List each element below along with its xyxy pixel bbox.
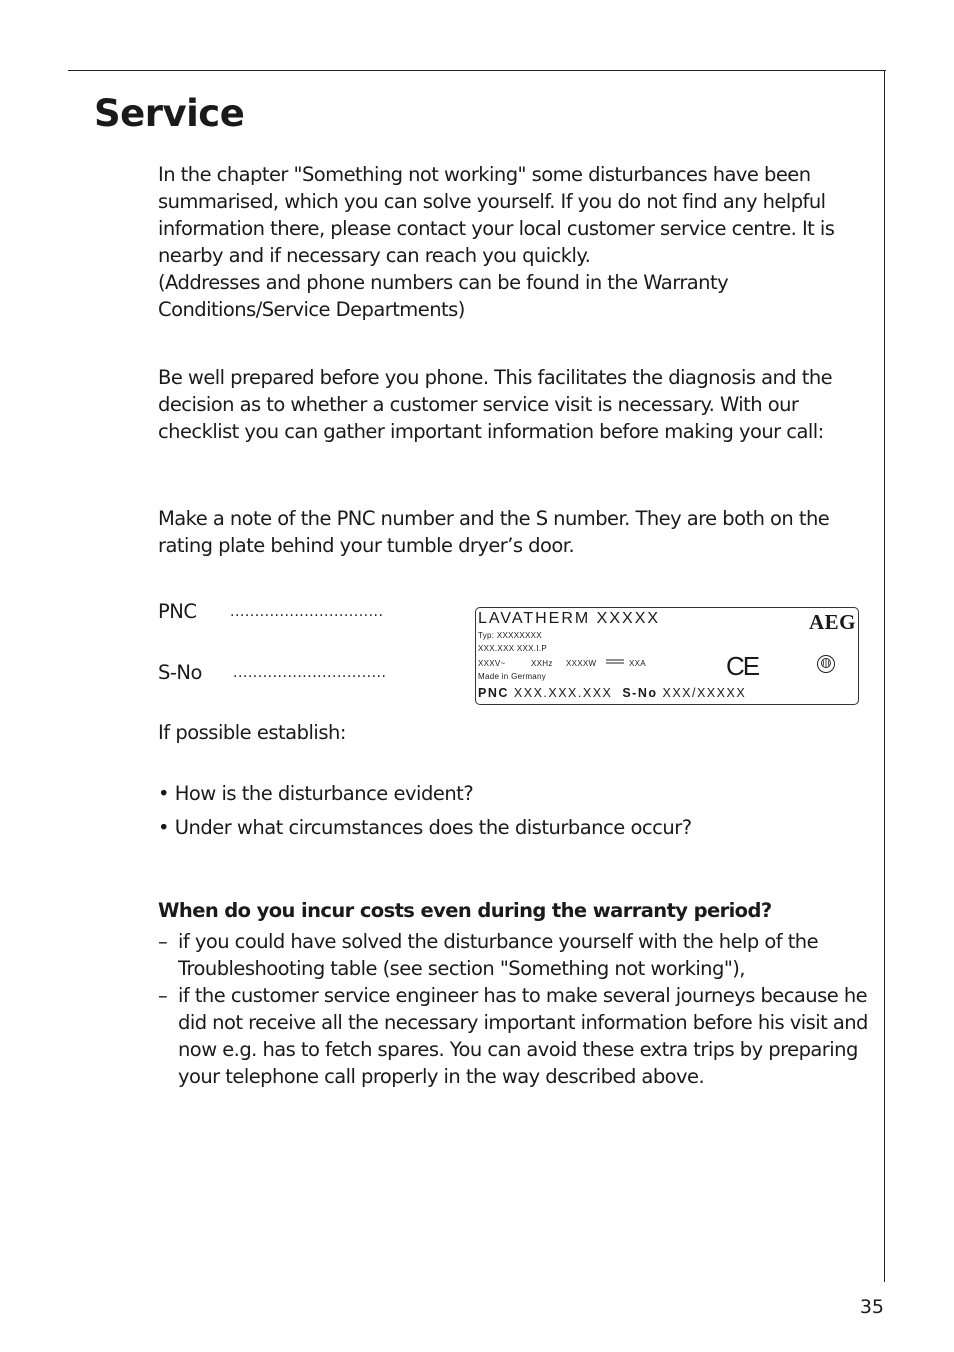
- plate-serial-line: [478, 686, 746, 700]
- plate-model: LAVATHERM XXXXX: [478, 610, 661, 627]
- bullet-item-1: • How is the disturbance evident?: [158, 782, 474, 805]
- costs-item-1: [158, 928, 868, 982]
- establish-intro: If possible establish:: [158, 721, 346, 744]
- plate-voltage: XXXV~: [478, 659, 506, 668]
- pnc-label: PNC: [158, 600, 197, 623]
- bullet-item-2: • Under what circumstances does the disturbance occur?: [158, 816, 692, 839]
- plate-pnc-label: PNC: [478, 686, 509, 700]
- plate-current: XXA: [629, 659, 646, 668]
- pnc-field: [158, 600, 384, 623]
- plate-power: XXXXW: [566, 659, 597, 668]
- sno-label: S-No: [158, 661, 202, 684]
- approval-seal-icon: [816, 654, 836, 674]
- costs-item-2-text: if the customer service engineer has to make several journeys because he did not receive all the necessary important information before his visit and now e.g. has to fetch spares. You can avoid these extra trips by preparing your telephone call properly in the way described above.: [178, 984, 868, 1088]
- top-rule: [68, 70, 886, 71]
- pnc-blank: ...............................: [230, 604, 384, 620]
- rating-plate: [475, 607, 859, 705]
- plate-sno-value: XXX/XXXXX: [662, 686, 747, 700]
- right-rule: [884, 70, 885, 1282]
- sno-field: [158, 661, 387, 684]
- page-number: 35: [859, 1296, 884, 1318]
- intro-paragraph-3: Make a note of the PNC number and the S number. They are both on the rating plate behind your tumble dryer’s door.: [158, 507, 830, 557]
- plate-made-in: Made in Germany: [478, 672, 547, 681]
- dash-marker: –: [158, 984, 168, 1007]
- costs-item-1-text: if you could have solved the disturbance yourself with the help of the Troubleshooting table (see section "Something not working"),: [178, 930, 819, 980]
- plate-pnc-value: XXX.XXX.XXX: [513, 686, 613, 700]
- costs-heading: When do you incur costs even during the warranty period?: [158, 899, 772, 922]
- intro-paragraph-2: Be well prepared before you phone. This facilitates the diagnosis and the decision as to whether a customer service visit is necessary. With our checklist you can gather important information before making your call:: [158, 366, 833, 443]
- plate-sno-label: S-No: [622, 686, 658, 700]
- dc-symbol-icon: [606, 658, 624, 668]
- intro-paragraph-1: In the chapter "Something not working" some disturbances have been summarised, which you can solve yourself. If you do not find any helpful information there, please contact your local customer service centre. It is nearby and if necessary can reach you quickly. (Addresses and phone numbers can be found in the Warranty Conditions/Service Departments): [158, 163, 835, 321]
- ce-mark-icon: CE: [726, 651, 759, 681]
- page-title: Service: [94, 92, 245, 135]
- plate-code: XXX.XXX XXX.I.P: [478, 644, 547, 653]
- plate-frequency: XXHz: [531, 659, 553, 668]
- plate-brand-logo: AEG: [808, 610, 856, 634]
- costs-item-2: [158, 982, 868, 1090]
- dash-marker: –: [158, 930, 168, 953]
- sno-blank: ...............................: [233, 665, 387, 681]
- plate-typ: Typ: XXXXXXXX: [478, 631, 542, 640]
